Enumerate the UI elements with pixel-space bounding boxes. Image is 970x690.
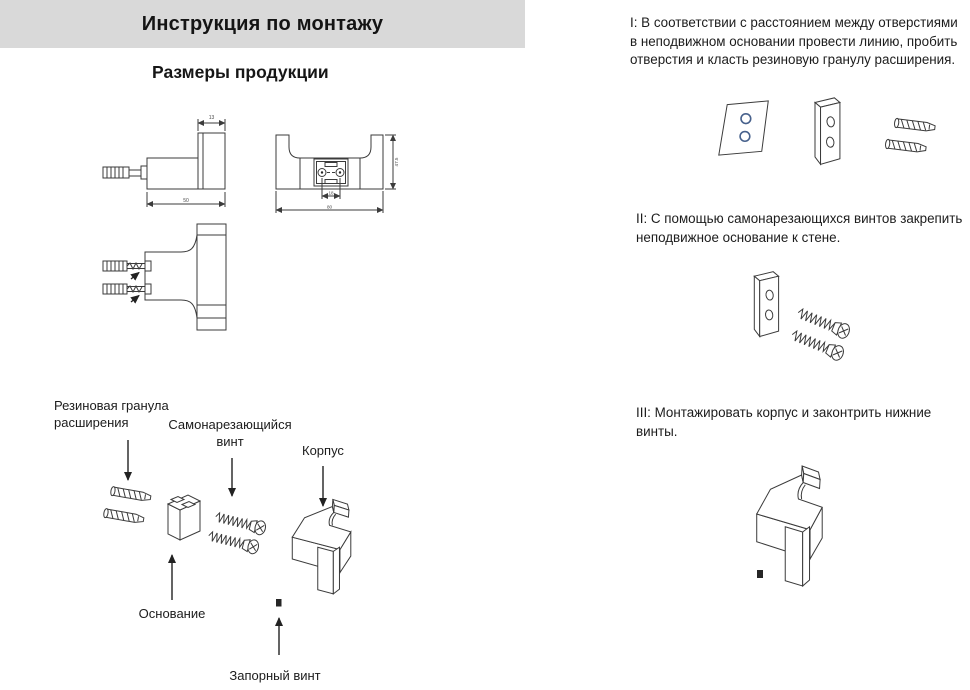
dimension-13 <box>198 115 225 131</box>
lock-screw-dot <box>757 570 763 578</box>
screw-1 <box>214 510 267 536</box>
page-title: Инструкция по монтажу <box>141 12 384 35</box>
label-self-tapping-screw: Самонарезающийся винт <box>168 417 292 449</box>
step-1-text: I: В соответствии с расстоянием между отверстиями в неподвижном основании провести линию, пробить отверстия и класть резиновую гранулу расширения. <box>630 15 958 68</box>
svg-text:13: 13 <box>208 115 215 121</box>
anchor-screw-top-1 <box>103 261 145 279</box>
svg-text:18: 18 <box>328 190 334 196</box>
header-bar <box>0 0 525 48</box>
lock-screw-dot <box>276 599 282 607</box>
top-view-drawing <box>95 222 230 337</box>
front-view-drawing <box>263 95 415 223</box>
label-body: Корпус <box>302 443 344 458</box>
dimension-50 <box>147 192 225 207</box>
hook-body-exploded <box>292 499 351 593</box>
mounting-plate-detail <box>314 159 348 186</box>
dowel-1 <box>110 486 151 502</box>
dowel-2 <box>103 508 144 524</box>
svg-text:50: 50 <box>183 198 189 204</box>
step-2-text: II: С помощью самонарезающихся винтов закрепить неподвижное основание к стене. <box>636 211 963 245</box>
screw-2 <box>207 529 260 555</box>
hook-body-assembled <box>757 466 822 586</box>
label-base: Основание <box>138 606 206 621</box>
step-2-illustration <box>720 258 955 383</box>
step-3-illustration <box>735 442 935 617</box>
section-subtitle: Размеры продукции <box>152 62 329 82</box>
label-rubber-dowel: Резиновая гранула расширения <box>54 398 169 430</box>
anchor-screw-top-2 <box>103 284 145 302</box>
screw-1 <box>795 306 851 340</box>
svg-text:47.5: 47.5 <box>394 157 399 167</box>
wall-anchor-side <box>103 166 147 179</box>
step-3-text: III: Монтажировать корпус и законтрить нижние винты. <box>636 405 932 439</box>
label-lock-screw: Запорный винт <box>229 668 321 683</box>
step-1-illustration <box>690 92 962 207</box>
side-view-drawing <box>95 106 230 216</box>
base-plate <box>815 98 840 164</box>
dowel-2 <box>885 139 926 153</box>
base-block <box>168 495 200 540</box>
drill-template <box>719 101 768 155</box>
dimension-height <box>385 135 399 189</box>
exploded-diagram <box>40 390 470 690</box>
svg-text:80: 80 <box>326 204 333 210</box>
dowel-1 <box>894 118 935 132</box>
base-plate <box>754 272 778 337</box>
